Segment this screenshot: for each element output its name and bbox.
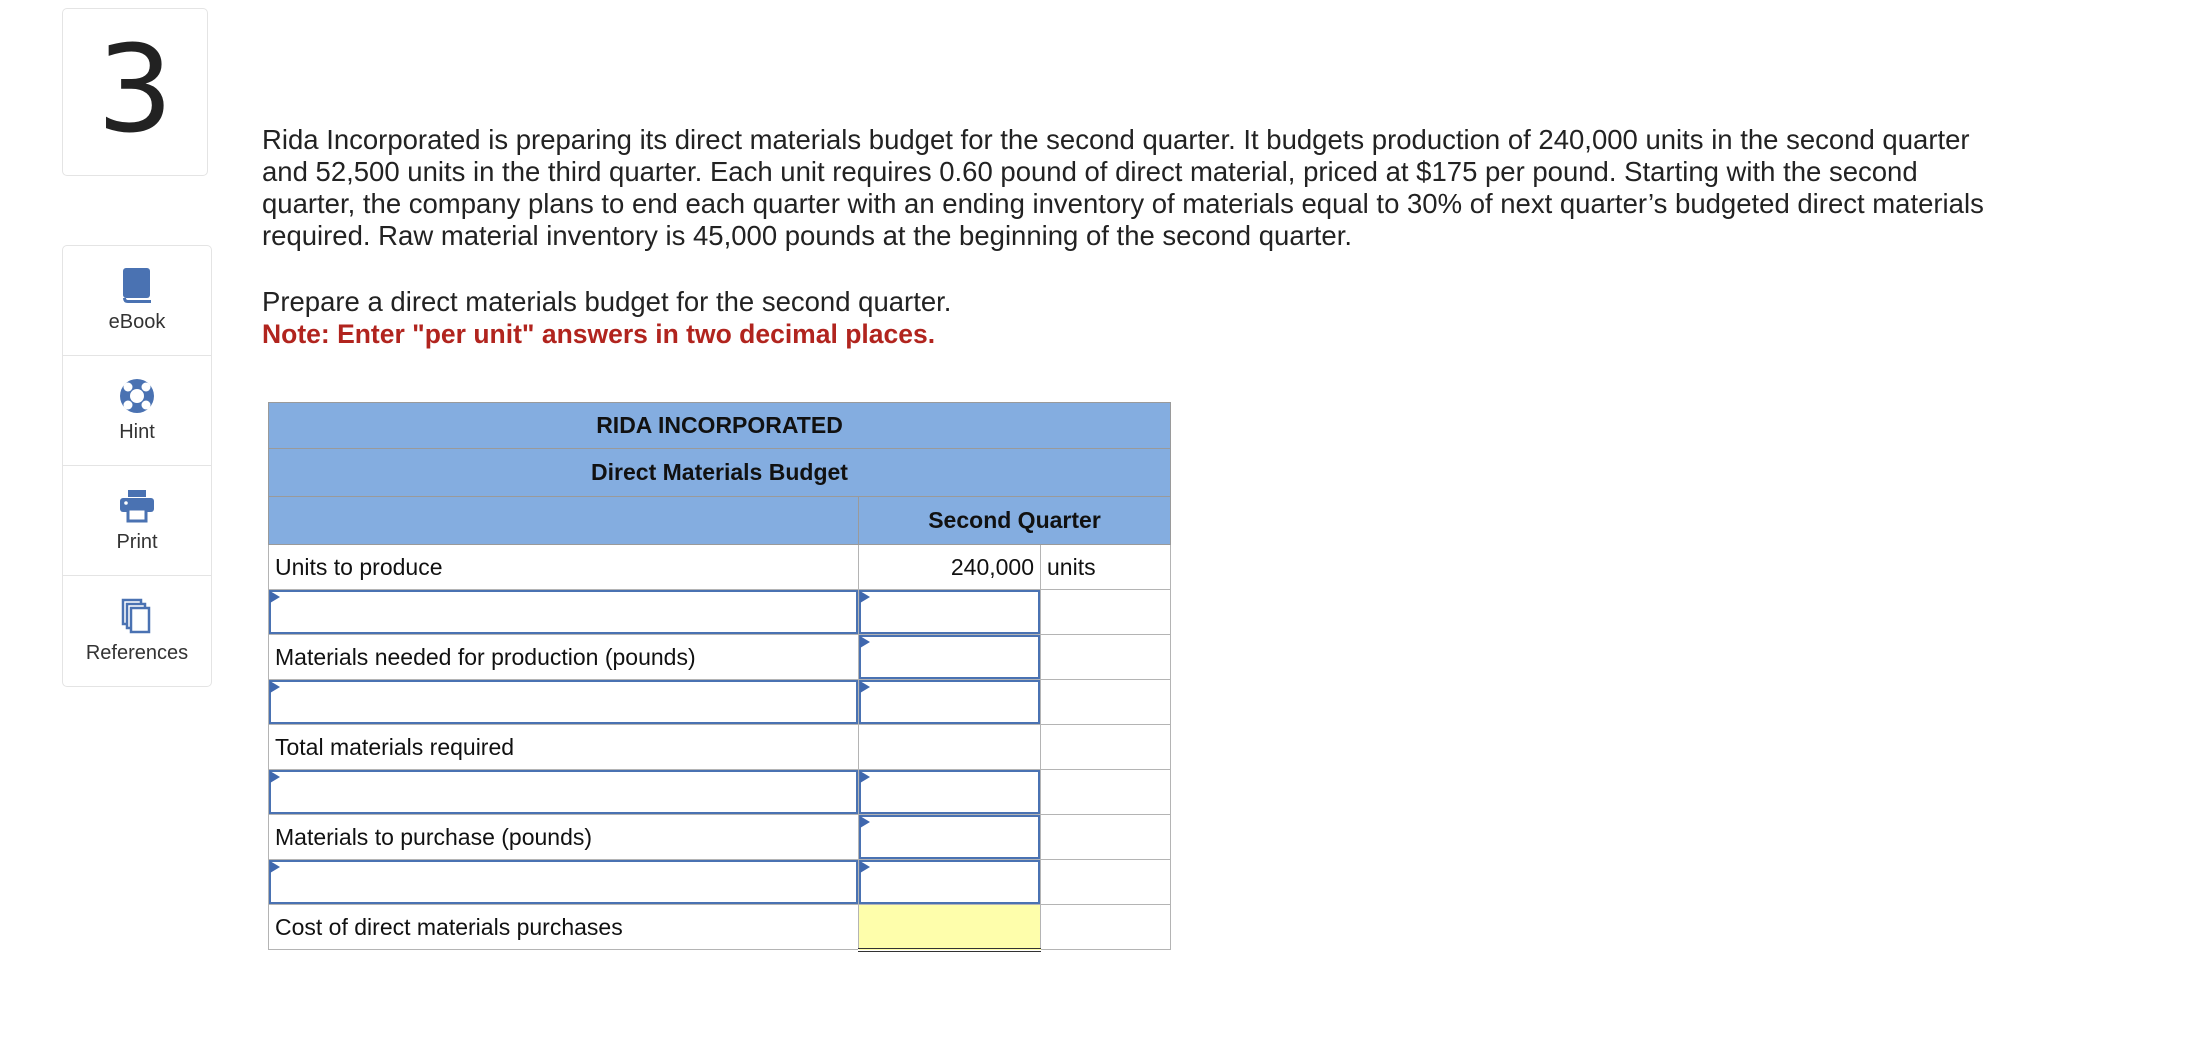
print-label: Print xyxy=(116,531,158,553)
references-label: References xyxy=(85,641,189,664)
table-row xyxy=(269,815,1171,860)
label-dropdown[interactable] xyxy=(269,590,859,635)
amount-input[interactable] xyxy=(859,815,1041,860)
print-button[interactable] xyxy=(63,466,211,576)
dropdown-arrow-icon xyxy=(860,816,870,828)
label-dropdown[interactable] xyxy=(269,860,859,905)
dropdown-arrow-icon xyxy=(270,771,280,783)
dropdown-arrow-icon xyxy=(860,591,870,603)
question-content xyxy=(262,124,2002,350)
hint-label: Hint xyxy=(119,421,155,443)
question-number: 3 xyxy=(96,21,174,160)
table-row xyxy=(269,590,1171,635)
row-value: 240,000 xyxy=(859,545,1041,590)
budget-title-header: Direct Materials Budget xyxy=(269,449,1171,497)
row-unit xyxy=(1041,770,1171,815)
dropdown-arrow-icon xyxy=(270,681,280,693)
company-name-header: RIDA INCORPORATED xyxy=(269,403,1171,449)
dropdown-arrow-icon xyxy=(860,681,870,693)
row-label: Units to produce xyxy=(269,545,859,590)
print-icon xyxy=(118,487,156,525)
row-unit xyxy=(1041,905,1171,950)
label-dropdown[interactable] xyxy=(269,770,859,815)
row-unit xyxy=(1041,680,1171,725)
row-label: Materials needed for production (pounds) xyxy=(269,635,859,680)
row-value xyxy=(859,725,1041,770)
cost-result-cell xyxy=(859,905,1041,950)
tool-panel xyxy=(62,245,212,687)
dropdown-arrow-icon xyxy=(860,861,870,873)
label-dropdown[interactable] xyxy=(269,680,859,725)
row-unit: units xyxy=(1041,545,1171,590)
amount-input[interactable] xyxy=(859,770,1041,815)
row-label: Total materials required xyxy=(269,725,859,770)
table-row xyxy=(269,725,1171,770)
instruction-text: Prepare a direct materials budget for the second quarter. xyxy=(262,286,952,317)
hint-button[interactable] xyxy=(63,356,211,466)
table-row xyxy=(269,770,1171,815)
dropdown-arrow-icon xyxy=(860,771,870,783)
direct-materials-budget-table xyxy=(268,402,1171,952)
references-icon xyxy=(118,598,156,636)
hint-icon xyxy=(118,377,156,415)
ebook-label: eBook xyxy=(108,311,166,333)
dropdown-arrow-icon xyxy=(860,636,870,648)
amount-input[interactable] xyxy=(859,680,1041,725)
problem-text: Rida Incorporated is preparing its direct materials budget for the second quarter. It budgets production of 240,000 units in the second quarter and 52,500 units in the third quarter. Each unit requires 0.60 pound of direct material, priced at $175 per pound. Starting with the second quarter, the company plans to end each quarter with an ending inventory of materials equal to 30% of next quarter’s budgeted direct materials required. Raw material inventory is 45,000 pounds at the beginning of the second quarter. xyxy=(262,124,1984,251)
row-unit xyxy=(1041,725,1171,770)
second-quarter-header: Second Quarter xyxy=(859,497,1171,545)
row-unit xyxy=(1041,635,1171,680)
question-number-box xyxy=(62,8,208,176)
table-row xyxy=(269,860,1171,905)
dropdown-arrow-icon xyxy=(270,591,280,603)
table-row xyxy=(269,635,1171,680)
table-row xyxy=(269,545,1171,590)
row-unit xyxy=(1041,860,1171,905)
row-unit xyxy=(1041,815,1171,860)
blank-header-cell xyxy=(269,497,859,545)
dropdown-arrow-icon xyxy=(270,861,280,873)
row-unit xyxy=(1041,590,1171,635)
amount-input[interactable] xyxy=(859,635,1041,680)
note-text: Note: Enter "per unit" answers in two decimal places. xyxy=(262,319,936,349)
table-row xyxy=(269,680,1171,725)
row-label: Cost of direct materials purchases xyxy=(269,905,859,950)
row-label: Materials to purchase (pounds) xyxy=(269,815,859,860)
amount-input[interactable] xyxy=(859,590,1041,635)
ebook-icon xyxy=(118,267,156,305)
references-button[interactable] xyxy=(63,576,211,686)
amount-input[interactable] xyxy=(859,860,1041,905)
ebook-button[interactable] xyxy=(63,246,211,356)
table-row xyxy=(269,905,1171,950)
